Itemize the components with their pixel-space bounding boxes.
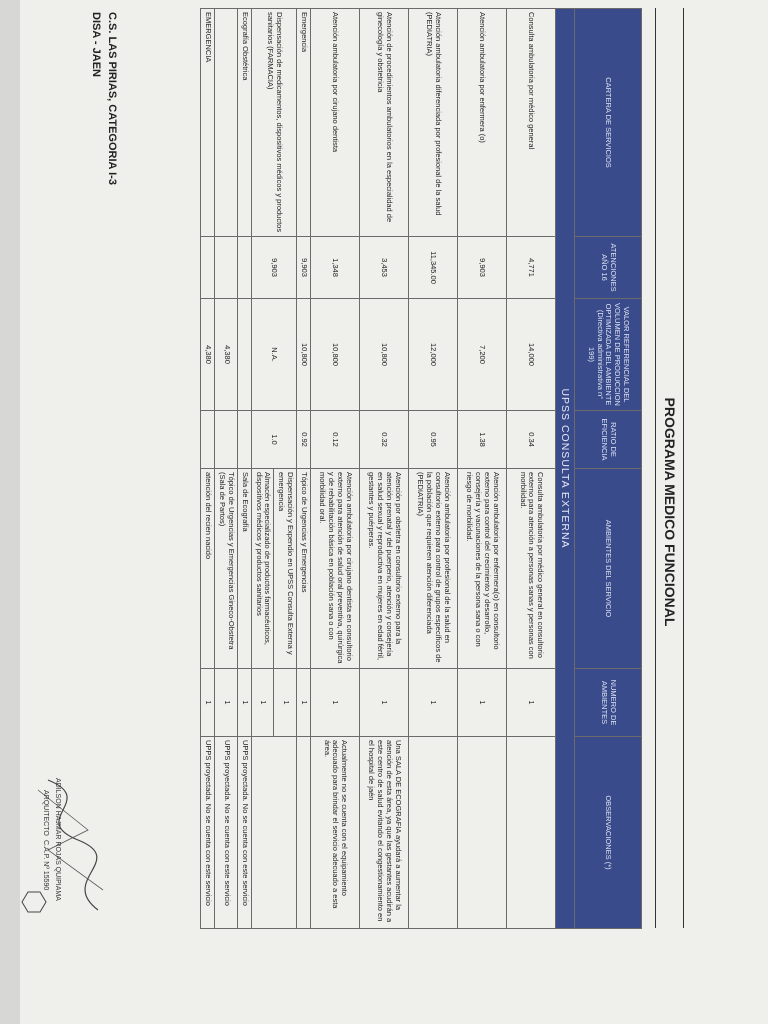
cell-ratio: 0.12 [311, 411, 360, 469]
cell-numero: 1 [201, 669, 215, 737]
table-row [458, 9, 507, 929]
program-table [200, 8, 642, 929]
cell-servicio: Atención de procedimientos ambulatorios en la especialidad de ginecología y obstetricia [360, 9, 409, 237]
cell-atenciones: 9,903 [458, 237, 507, 299]
cell-ratio: 0.95 [409, 411, 458, 469]
cell-ratio: 0.92 [297, 411, 311, 469]
cell-observaciones: UPPS proyectada. No se cuenta con este servicio [237, 737, 251, 929]
col-header-valor: VALOR REFERENCIAL DEL VOLUMEN DE PRODUCCION OPTIMIZADA DEL AMBIENTE (Directiva administrativa n° 199) [575, 299, 642, 411]
table-header-row [575, 9, 642, 929]
title-rule-bottom [655, 8, 656, 928]
cell-observaciones: Actualmente no se cuenta con el equipamiento adecuado para brindar el servicio adecuado a esta área. [311, 737, 360, 929]
cell-numero: 1 [274, 669, 297, 737]
cell-atenciones: 4,771 [507, 237, 556, 299]
cell-ambiente: Atención ambulatoria por profesional de la salud en consultorio externo para control de grupos específicos de la población que requieren atención diferenciada (PEDIATRIA) [409, 469, 458, 669]
cell-valor: 10,800 [297, 299, 311, 411]
cell-atenciones: 9,903 [297, 237, 311, 299]
cell-ratio: 0.32 [360, 411, 409, 469]
architect-role: ARQUITECTO [42, 790, 49, 836]
cell-atenciones: 9,903 [251, 237, 296, 299]
cell-ratio: 1.38 [458, 411, 507, 469]
cell-servicio: Dispensación de medicamentos, dispositivos médicos y productos sanitarios (FARMACIA) [251, 9, 296, 237]
cell-ratio: 1.0 [251, 411, 296, 469]
cell-valor: 4,380 [201, 299, 215, 411]
table-row [360, 9, 409, 929]
document-title: PROGRAMA MEDICO FUNCIONAL [662, 397, 678, 627]
cell-valor: 14,000 [507, 299, 556, 411]
cell-valor: 7,200 [458, 299, 507, 411]
col-header-ambientes: AMBIENTES DEL SERVICIO [575, 469, 642, 669]
cell-servicio: Atención ambulatoria por enfermera (o) [458, 9, 507, 237]
cell-atenciones: 11,345.00 [409, 237, 458, 299]
cell-observaciones: UPPS proyectada. No se cuenta con este servicio [215, 737, 238, 929]
cell-ambiente: atención del recien nacido [201, 469, 215, 669]
cell-numero: 1 [251, 669, 274, 737]
cell-ratio [215, 411, 238, 469]
cell-ratio: 0.34 [507, 411, 556, 469]
table-row [297, 9, 311, 929]
architect-name: ADILSON HAJMAR ROJAS QUIPIAMA [54, 778, 61, 901]
cell-servicio: Emergencia [297, 9, 311, 237]
cell-ambiente: Tópico de Urgencias y Emergencias Gineco-Obstetra (Sala de Partos) [215, 469, 238, 669]
cell-ambiente: Atención ambulatoria por cirujano dentista en consultorio externo para atención de salud oral preventiva, quirúrgica y de rehabilitación básica en población sana o con morbilidad oral. [311, 469, 360, 669]
seal-icon [22, 892, 46, 912]
cell-servicio: Atención ambulatoria diferenciada por profesional de la salud (PEDIATRIA) [409, 9, 458, 237]
cell-servicio: Ecografía Obstétrica [237, 9, 251, 237]
cell-ambiente: Dispensación y Expendio en UPSS Consulta Externa y emergencia [274, 469, 297, 669]
cell-atenciones [237, 237, 251, 299]
cell-numero: 1 [458, 669, 507, 737]
cell-numero: 1 [507, 669, 556, 737]
table-row [311, 9, 360, 929]
cell-observaciones [251, 737, 296, 929]
table-row [201, 9, 215, 929]
cell-numero: 1 [215, 669, 238, 737]
section-band [556, 9, 575, 929]
cell-atenciones: 1,348 [311, 237, 360, 299]
cell-valor: 10,800 [360, 299, 409, 411]
title-rule-top [683, 8, 684, 928]
table-row [274, 9, 297, 929]
architect-signature-stamp [18, 770, 118, 920]
cell-ambiente: Atención ambulatoria por enfermera(o) en consultorio externo para control del crecimiento y desarrollo, consejería y vacunaciones de la persona sana o con riesgo de morbilidad. [458, 469, 507, 669]
cell-ambiente: Tópico de Urgencias y Emergencias [297, 469, 311, 669]
section-title: UPSS CONSULTA EXTERNA [556, 9, 575, 929]
cell-servicio: Consulta ambulatoria por médico general [507, 9, 556, 237]
cell-atenciones: 3,453 [360, 237, 409, 299]
table-row [507, 9, 556, 929]
establishment-name: C.S. LAS PIRIAS, CATEGORIA I-3 [106, 12, 118, 185]
architect-cap: C.A.P. Nº 15590 [42, 840, 49, 891]
disa-name: DISA - JAEN [90, 12, 102, 77]
col-header-atenciones: ATENCIONES AÑO 16 [575, 237, 642, 299]
col-header-observaciones: OBSERVACIONES (*) [575, 737, 642, 929]
cell-observaciones: UPPS proyectada. No se cuenta con este servicio [201, 737, 215, 929]
cell-observaciones [409, 737, 458, 929]
cell-ambiente: Consulta ambulatoria por médico general en consultorio externo para atención a personas sanas y personas con morbilidad. [507, 469, 556, 669]
col-header-servicios: CARTERA DE SERVICIOS [575, 9, 642, 237]
cell-numero: 1 [237, 669, 251, 737]
cell-ambiente: Atención por obstetra en consultorio externo para la atención prenatal y del puerperio, atención y consejería en salud sexual y reproductiva en mujeres en edad fértil, gestantes y puérperas. [360, 469, 409, 669]
cell-numero: 1 [297, 669, 311, 737]
cell-numero: 1 [311, 669, 360, 737]
cell-servicio [215, 9, 238, 237]
cell-ratio [201, 411, 215, 469]
cell-ambiente: Almacén especializado de productos farmacéuticos, dispositivos médicos y productos sanitarios [251, 469, 274, 669]
col-header-numero: NUMERO DE AMBIENTES [575, 669, 642, 737]
cell-observaciones [297, 737, 311, 929]
cell-servicio: EMERGENCIA [201, 9, 215, 237]
cell-valor: N.A. [251, 299, 296, 411]
cell-numero: 1 [409, 669, 458, 737]
cell-valor: 4,380 [215, 299, 238, 411]
cell-observaciones [507, 737, 556, 929]
cell-observaciones: Una SALA DE ECOGRAFIA ayudará a aumentar la atención de esta área, ya que las gestantes acudirán a este centro de salud evitando el congestionamiento en el hospital de jaén [360, 737, 409, 929]
cell-ambiente: Sala de Ecografía [237, 469, 251, 669]
table-row [237, 9, 251, 929]
cell-atenciones [215, 237, 238, 299]
cell-observaciones [458, 737, 507, 929]
col-header-ratio: RATIO DE EFICIENCIA [575, 411, 642, 469]
cell-ratio [237, 411, 251, 469]
cell-atenciones [201, 237, 215, 299]
cell-numero: 1 [360, 669, 409, 737]
cell-valor [237, 299, 251, 411]
table-row [215, 9, 238, 929]
table-row [409, 9, 458, 929]
cell-valor: 12,000 [409, 299, 458, 411]
cell-servicio: Atención ambulatoria por cirujano dentista [311, 9, 360, 237]
cell-valor: 10,800 [311, 299, 360, 411]
